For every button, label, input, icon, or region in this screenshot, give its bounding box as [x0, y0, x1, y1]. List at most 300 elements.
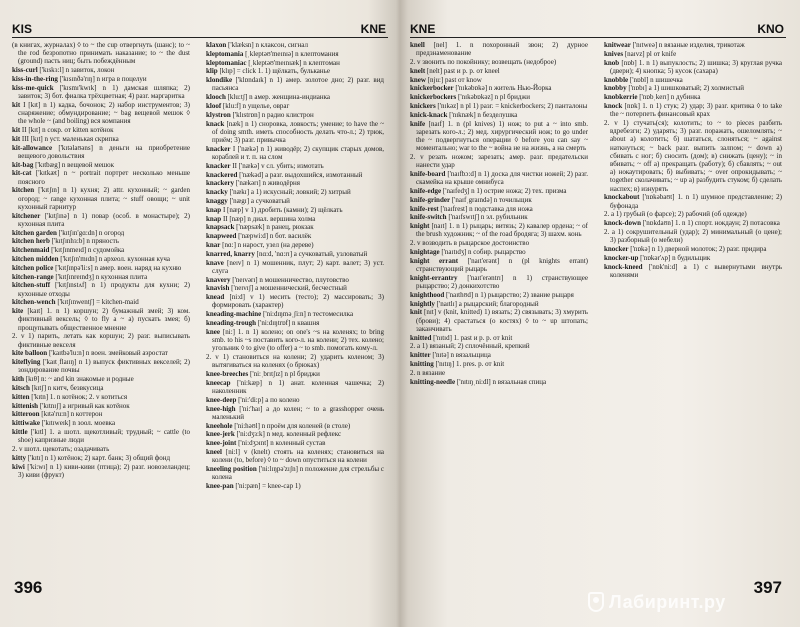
entry-headword: knee-deep — [206, 395, 237, 404]
dictionary-entry — [206, 293, 384, 309]
entry-headword: kitchen — [12, 186, 35, 195]
entry-headword: knife-edge — [410, 186, 442, 195]
dictionary-entry — [12, 273, 190, 281]
entry-definition: 2. a 1) сокрушительный (удар); 2) минимальный (о цене); 3) разборный (о мебели) — [604, 228, 782, 245]
dictionary-entry — [410, 342, 588, 350]
entry-headword: knife — [410, 119, 426, 128]
dictionary-entry — [604, 210, 782, 218]
dictionary-entry — [604, 245, 782, 253]
dictionary-entry — [206, 465, 384, 481]
entry-headword: kiss-me-quick — [12, 83, 54, 92]
dictionary-entry — [12, 84, 190, 100]
dictionary-entry — [410, 170, 588, 186]
dictionary-entry — [604, 228, 782, 244]
entry-headword: knighthood — [410, 290, 445, 299]
entry-definition: ['ni:lɪŋpə'zɪʃn] n положение для стрельбы с колена — [212, 464, 384, 482]
dictionary-entry — [410, 102, 588, 110]
entry-definition: [ni:l] v (knelt) стоять на коленях; становиться на колени (to, before) ◊ to ~ down опуститься на колени — [212, 447, 384, 465]
entry-definition: ['kɪtl] 1. a шотл. щекотливый; трудный; ~ cattle (to shoe) капризные люди — [18, 427, 190, 445]
entry-headword: knife-rest — [410, 204, 439, 213]
entry-definition: ['nɒkdaʊn] 1. n 1) спорт. нокдаун; 2) потасовка — [642, 219, 780, 228]
entry-headword: knightage — [410, 247, 440, 256]
entry-headword: kitsch — [12, 383, 30, 392]
entry-definition: ['kɪtʃɪnhɜ:b] n пряность — [51, 237, 119, 246]
entry-headword: knobby — [604, 84, 627, 93]
entry-headword: klooch — [206, 93, 226, 102]
entry-definition: [klɪp] = click 1. 1) щёлкать, бульканье — [219, 67, 330, 76]
entry-headword: knee-jerk — [206, 430, 235, 439]
dictionary-entry — [410, 120, 588, 153]
entry-definition: ['kɪtʃɪnreɪndʒ] n кухонная плита — [55, 272, 148, 281]
entry-headword: knives — [604, 49, 624, 58]
entry-headword: knelt — [410, 66, 426, 75]
entry-headword: knife-board — [410, 169, 446, 178]
dictionary-entry — [12, 169, 190, 185]
entry-definition: ['naɪfswɪtʃ] n эл. рубильник — [448, 213, 528, 222]
entry-definition: [ˌkleptəʊ'meɪnɪə] n клептомания — [245, 49, 339, 58]
dictionary-entry — [12, 281, 190, 297]
entry-headword: knacky — [206, 188, 228, 197]
entry-headword: knit — [410, 308, 423, 317]
entry-definition: ['kaɪtbə'lu:n] n воен. змейковый аэростат — [48, 349, 168, 358]
entry-headword: kneecap — [206, 378, 231, 387]
dictionary-entry — [206, 328, 384, 353]
entry-definition: 2. v резать ножом; зарезать; амер. разг. предательски нанести удар — [410, 152, 588, 170]
dictionary-entry — [12, 402, 190, 410]
dictionary-entry — [206, 232, 384, 240]
entry-headword: kitchen garden — [12, 228, 57, 237]
entry-headword: kitten — [12, 392, 30, 401]
entry-definition: ['neɪvɪʃ] a мошеннический, бесчестный — [231, 284, 347, 293]
entry-headword: knock-kneed — [604, 262, 643, 271]
dictionary-entry — [410, 58, 588, 66]
entry-definition: ['nɪtweə] n вязаные изделия, трикотаж — [632, 41, 745, 49]
entry-headword: kittle — [12, 427, 28, 436]
entry-definition: [nelt] past и p. p. от kneel — [426, 66, 500, 75]
entry-headword: knocker — [604, 245, 629, 253]
entry-definition: ['nɪtɪŋ] 1. pres. p. от knit — [435, 359, 505, 368]
entry-definition: [kɪθ] n: ~ and kin знакомые и родные — [25, 375, 134, 384]
entry-headword: knaggy — [206, 196, 228, 205]
entry-definition: ['naɪfrest] n подставка для ножа — [440, 204, 533, 213]
entry-definition: [nɑ:d, 'nɑ:rɪ] a сучковатый, узловатый — [256, 249, 368, 258]
entry-headword: kneading-trough — [206, 318, 257, 327]
entry-definition: ['næpsæk] n ранец, рюкзак — [236, 223, 314, 232]
entry-definition: ['klæksn] n клаксон, сигнал — [227, 41, 308, 49]
entry-definition: I ['nækə] n 1) живодёр; 2) скупщик старых домов, кораблей и т. п. на слом — [212, 144, 384, 161]
entry-headword: kit-bag — [12, 160, 34, 169]
dictionary-entry — [12, 75, 190, 83]
entry-headword: knocker-up — [604, 253, 639, 262]
entry-definition: ['kaɪtˌflaɪɪŋ] n 1) выпуск фиктивных векселей; 2) зондирование почвы — [18, 358, 190, 375]
entry-headword: knick-knack — [410, 110, 448, 119]
entry-definition: ['nækərɪ] n живодёрня — [235, 179, 300, 188]
dictionary-entry — [410, 291, 588, 299]
dictionary-entry — [206, 250, 384, 258]
entry-definition: I [kɪt] n 1) кадка, бочонок; 2) набор инструментов; 3) снаряжение; обмундирование; ~ bag вещевой мешок ◊ the whole ~ (and boiling) вся компания — [18, 100, 190, 126]
entry-headword: kitchenmaid — [12, 246, 50, 255]
entry-headword: knee-high — [206, 404, 236, 413]
entry-definition: ['ni:pæn] = knee-cap 1) — [235, 481, 301, 490]
dictionary-entry — [12, 144, 190, 160]
entry-headword: knee — [206, 327, 220, 336]
entry-headword: knife-switch — [410, 213, 447, 222]
dictionary-entry — [206, 197, 384, 205]
dictionary-entry — [206, 67, 384, 75]
dictionary-entry — [206, 111, 384, 119]
dictionary-entry — [12, 454, 190, 462]
entry-headword: knap — [206, 205, 222, 214]
dictionary-entry — [206, 353, 384, 369]
entry-definition: ['ni:həʊl] n проём для коленей (в столе) — [234, 421, 351, 430]
right-column-2 — [604, 41, 782, 577]
entry-headword: klaxon — [206, 41, 227, 49]
dictionary-entry — [206, 259, 384, 275]
left-column-1 — [12, 41, 190, 577]
dictionary-entry — [410, 41, 588, 57]
entry-definition: ['kɪtʃɪnmeɪd] n судомойка — [51, 246, 125, 255]
entry-definition: ['kɪtʃɪnpə'li:s] n амер. воен. наряд на кухню — [55, 263, 182, 272]
dictionary-entry — [206, 482, 384, 490]
entry-headword: knackery — [206, 179, 234, 188]
dictionary-entry — [12, 428, 190, 444]
entry-definition: [nju:] past от know — [427, 75, 482, 84]
entry-definition: ['kɪtbæg] n вещевой мешок — [35, 160, 115, 169]
dictionary-entry — [206, 188, 384, 196]
dictionary-entry — [206, 50, 384, 58]
entry-headword: kith — [12, 375, 25, 384]
entry-headword: kitchen-wench — [12, 298, 56, 307]
entry-definition: ['kɪtʃɪnə] n 1) повар (особ. в монастыре); 2) кухонная плита — [18, 211, 190, 228]
entry-definition: ['ni:kæp] n 1) анат. коленная чашечка; 2) наколенник — [212, 378, 384, 395]
entry-definition: ['kɪtʃɪnwentʃ] = kitchen-maid — [57, 298, 139, 307]
dictionary-entry — [206, 370, 384, 378]
entry-headword: kit — [12, 126, 21, 134]
entry-definition: 2. v звонить по покойнику; возвещать (недоброе) — [410, 58, 557, 66]
dictionary-entry — [206, 171, 384, 179]
entry-definition: ['nɪkəbɒkə] n житель Нью-Йорка — [455, 84, 552, 93]
entry-headword: knapsack — [206, 223, 235, 232]
entry-definition: ['kɪtnɪʃ] a игривый как котёнок — [39, 401, 130, 410]
dictionary-entry — [206, 430, 384, 438]
dictionary-entry — [206, 223, 384, 231]
entry-definition: [nɪt] v (knit, knitted) 1) вязать; 2) связывать; 3) хмурить (брови); 4) срастаться (о костях) ◊ to ~ up штопать; заканчивать — [416, 308, 588, 333]
watermark — [588, 589, 788, 615]
dictionary-entry — [410, 213, 588, 221]
dictionary-entry — [410, 369, 588, 377]
entry-headword: knackered — [206, 170, 238, 179]
entry-definition: [nɑ:] n нарост, узел (на дереве) — [222, 240, 314, 249]
dictionary-entry — [604, 102, 782, 118]
dictionary-entry — [12, 161, 190, 169]
dictionary-entry — [12, 126, 190, 134]
dictionary-entry — [12, 212, 190, 228]
dictionary-entry — [604, 84, 782, 92]
dictionary-entry — [604, 50, 782, 58]
entry-definition: ['kɪsɪnðə'rɪŋ] n игра в поцелуи — [59, 75, 147, 83]
entry-definition: ['nɪtɪd] 1. past и p. p. от knit — [433, 333, 513, 342]
entry-definition: ['kɪtʃɪnstʌf] n 1) продукты для кухни; 2) кухонные отходы — [18, 281, 190, 298]
entry-definition: ['neɪvərɪ] n мошенничество, плутовство — [232, 275, 349, 284]
entry-headword: kleptomaniac — [206, 58, 247, 67]
entry-definition: ['naɪfedʒ] n 1) острие ножа; 2) тех. призма — [442, 186, 567, 195]
entry-definition: 2. v 1) становиться на колени; 2) ударить коленом; 3) вытягиваться на коленях (о брюках) — [206, 352, 384, 370]
entry-definition: ['kɪskɜ:l] n завиток, локон — [39, 66, 115, 75]
dictionary-entry — [12, 463, 190, 479]
entry-definition: ['nɒkəbaʊt] 1. n 1) шумное представление; 2) буфонада — [610, 193, 782, 210]
dictionary-entry — [12, 375, 190, 383]
entry-headword: knapweed — [206, 232, 237, 241]
dictionary-entry — [12, 186, 190, 211]
dictionary-entry — [206, 76, 384, 92]
entry-definition: [kɪtə'ru:n] n коттерон — [41, 410, 103, 419]
right-page — [406, 0, 790, 627]
entry-headword: kittiwake — [12, 419, 40, 428]
entry-headword: knightly — [410, 299, 435, 308]
entry-definition: [klu:f] n ущелье, овраг — [222, 101, 290, 110]
dictionary-entry — [410, 308, 588, 333]
entry-headword: knitwear — [604, 41, 631, 49]
entry-definition: ['nɒbɪ] a 1) шишковатый; 2) холмистый — [628, 84, 744, 93]
entry-definition: ['naɪfbɔ:d] n 1) доска для чистки ножей; 2) разг. скамейка на крыше омнибуса — [416, 169, 588, 187]
dictionary-entry — [604, 193, 782, 209]
dictionary-entry — [206, 145, 384, 161]
entry-definition: [nɒk] 1. n 1) стук; 2) удар; 3) разг. критика ◊ to take the ~ потерпеть финансовый крах — [610, 101, 782, 119]
dictionary-entry — [206, 59, 384, 67]
entry-definition: [kaɪt] 1. n 1) коршун; 2) бумажный змей; 3) ком. фиктивный вексель; ◊ to fly a ~ a) пускать змея; б) прощупывать общественное мнение — [18, 307, 190, 332]
entry-definition: 2. n вязание — [410, 368, 446, 377]
entry-headword: knell — [410, 41, 425, 49]
entry-headword: kitchener — [12, 211, 41, 220]
entry-headword: kitteroon — [12, 410, 40, 419]
right-page-number: 397 — [753, 578, 782, 597]
entry-definition: ['ni:dɪŋməˌʃi:n] n тестомесилка — [262, 310, 354, 319]
entry-headword: knacker — [206, 161, 231, 170]
entry-headword: knight errant — [410, 256, 459, 265]
entry-definition: ['ni:'di:p] a по колено — [238, 395, 300, 404]
dictionary-entry — [12, 41, 190, 66]
entry-headword: knob — [604, 58, 620, 67]
entry-headword: klondike — [206, 76, 233, 85]
entry-definition: ['kɪtkæt] n ~ portrait портрет несколько меньше поясного — [18, 169, 190, 186]
entry-headword: kitchen midden — [12, 254, 59, 263]
right-running-head-end: KNO — [757, 22, 784, 36]
dictionary-entry — [206, 93, 384, 101]
entry-definition: ['nækəd] a разг. выдохшийся, измотанный — [239, 170, 363, 179]
entry-definition: ['kɪtʃɪn'mɪdn] n археол. кухонная куча — [60, 254, 170, 263]
entry-headword: knobkerrie — [604, 93, 638, 102]
right-running-head-start: KNE — [410, 22, 436, 36]
entry-definition: ['nɒbl] n шишечка — [629, 75, 683, 84]
left-head-rule — [12, 37, 388, 38]
entry-headword: klystron — [206, 110, 231, 119]
left-running-head-end: KNE — [360, 22, 386, 36]
left-page-number: 396 — [14, 578, 43, 597]
dictionary-entry — [604, 119, 782, 193]
entry-definition: ['nɪkəz] n pl 1) разг. = knickerbockers; 2) панталоны — [437, 101, 588, 110]
entry-headword: knickerbockers — [410, 93, 457, 102]
dictionary-entry — [410, 378, 588, 386]
entry-headword: knee-pan — [206, 481, 234, 490]
entry-headword: knitted — [410, 333, 432, 342]
entry-definition: I [næp] v 1) дробить (камни); 2) щёлкать — [222, 205, 343, 214]
dictionary-entry — [12, 135, 190, 143]
entry-definition: 2. v 1) стучать(ся); колотить; to ~ to pieces разбить вдребезги; 2) ударять; 3) разг. поражать, ошеломлять; ~ about a) колотить; б) шататься, слоняться; ~ against наткнуться; ~ back разг. выпить залпом; ~ down a) сбивать с ног; б) сносить (дом); в) снижать (цену); ~ in вбивать; ~ off a) прекращать (работу); б) сбавлять; ~ out a) нокаутировать; б) выбивать; ~ over опрокидывать; ~ together сколачивать; ~ up a) разбудить стуком; б) сделать наспех; в) изнурять — [604, 118, 782, 193]
entry-definition: ['nɪtə] n вязальщица — [432, 351, 491, 360]
entry-headword: knitting — [410, 359, 434, 368]
dictionary-entry — [410, 334, 588, 342]
entry-definition: 2. a 1) вязаный; 2) сплочённый, крепкий — [410, 342, 530, 351]
dictionary-entry — [12, 246, 190, 254]
dictionary-entry — [12, 307, 190, 332]
dictionary-entry — [604, 263, 782, 279]
entry-definition: ['næpwi:d] n бот. василёк — [238, 232, 312, 241]
entry-headword: knitting-needle — [410, 377, 456, 386]
entry-definition: ['ni:dɪŋtrɒf] n квашня — [257, 318, 320, 327]
entry-headword: knap — [206, 214, 222, 223]
entry-headword: knee-joint — [206, 439, 237, 448]
entry-headword: knock — [604, 101, 623, 110]
dictionary-entry — [410, 351, 588, 359]
entry-headword: knavery — [206, 275, 231, 284]
entry-headword: knavish — [206, 284, 230, 293]
entry-definition: [naɪt] 1. n 1) рыцарь; витязь; 2) кавалер ордена; ~ of the brush художник; ~ of the road бродяга; 3) шахм. конь — [416, 222, 588, 239]
dictionary-entry — [12, 264, 190, 272]
dictionary-entry — [604, 41, 782, 49]
dictionary-entry — [12, 393, 190, 401]
entry-headword: kneading-machine — [206, 310, 262, 319]
dictionary-entry — [12, 255, 190, 263]
entry-definition: ['naɪt'erənt] n (pl knights errant) странствующий рыцарь — [416, 256, 588, 273]
entry-definition: [næk] n 1) сноровка, ловкость; умение; to have the ~ of doing smth. иметь способность делать что-л.; 2) трюк, приём; 3) разг. привычка — [212, 119, 384, 144]
entry-definition: ['ni:ˌbrɪtʃɪz] n pl бриджи — [250, 369, 320, 378]
entry-definition: [neɪv] n 1) мошенник, плут; 2) карт. валет; 3) уст. слуга — [212, 258, 384, 275]
entry-headword: kneehole — [206, 421, 233, 430]
entry-definition: II [næp] n диал. вершина холма — [222, 214, 316, 223]
dictionary-entry — [206, 276, 384, 284]
dictionary-entry — [206, 284, 384, 292]
dictionary-entry — [410, 205, 588, 213]
entry-headword: kiwi — [12, 462, 25, 471]
entry-definition: ['nɒbˌkerɪ] n дубинка — [639, 93, 701, 102]
entry-definition: ['nækɪ] a 1) искусный; ловкий; 2) хитрый — [229, 188, 351, 197]
entry-definition: II ['nækə] v сл. убить; измотать — [232, 161, 324, 170]
entry-definition: ['nɒkə] n 1) дверной молоток; 2) разг. придира — [630, 245, 767, 253]
dictionary-entry — [604, 59, 782, 75]
entry-headword: kit-allowance — [12, 143, 53, 152]
entry-headword: knobble — [604, 75, 629, 84]
dictionary-entry — [604, 93, 782, 101]
entry-definition: 2. v возводить в рыцарское достоинство — [410, 239, 530, 248]
entry-headword: knarred, knarry — [206, 249, 255, 258]
dictionary-entry — [410, 111, 588, 119]
entry-definition: [ˌkleptəʊ'meɪnɪæk] n клептоман — [248, 58, 340, 67]
dictionary-entry — [12, 384, 190, 392]
dictionary-entry — [12, 237, 190, 245]
dictionary-entry — [12, 445, 190, 453]
entry-definition: ['nɪknæk] n безделушка — [449, 110, 518, 119]
entry-definition: 2. a 1) грубый (о фарсе); 2) рабочий (об одежде) — [604, 210, 747, 219]
entry-definition: ['ni:'haɪ] a до колен; ~ to a grasshopper очень маленький — [212, 404, 384, 421]
entry-headword: kit — [12, 100, 21, 109]
dictionary-entry — [206, 179, 384, 187]
entry-headword: kite balloon — [12, 349, 48, 358]
dictionary-entry — [206, 102, 384, 110]
entry-headword: knacker — [206, 144, 231, 153]
entry-headword: kitchen-range — [12, 272, 54, 281]
entry-definition: ['nɒk'ni:d] a 1) с вывернутыми внутрь коленями — [610, 262, 782, 279]
dictionary-entry — [12, 358, 190, 374]
dictionary-entry — [12, 410, 190, 418]
dictionary-entry — [206, 379, 384, 395]
dictionary-entry — [206, 405, 384, 421]
entry-definition: 2. v 1) парить, летать как коршун; 2) разг. выписывать фиктивные векселя — [12, 332, 190, 349]
entry-headword: knee-breeches — [206, 369, 249, 378]
entry-headword: knave — [206, 258, 224, 267]
dictionary-entry — [206, 422, 384, 430]
dictionary-entry — [206, 120, 384, 145]
entry-definition: [kɪtʃ] n китч, безвкусица — [31, 383, 104, 392]
left-page — [8, 0, 392, 627]
entry-definition: ['nɒkər'ʌp] n будильщик — [640, 253, 711, 262]
entry-headword: knew — [410, 75, 426, 84]
entry-headword: knitter — [410, 351, 431, 360]
labirint-logo-icon — [588, 592, 604, 612]
dictionary-entry — [410, 239, 588, 247]
left-running-head-start: KIS — [12, 22, 33, 36]
entry-headword: kiss-curl — [12, 66, 38, 75]
dictionary-entry — [410, 187, 588, 195]
entry-definition: ['kɪtəlaʊəns] n деньги на приобретение вещевого довольствия — [18, 143, 190, 160]
entry-definition: ['kɪtn] 1. n котёнок; 2. v котиться — [31, 392, 128, 401]
dictionary-entry — [410, 84, 588, 92]
entry-headword: kleptomania — [206, 49, 244, 58]
dictionary-entry — [604, 219, 782, 227]
entry-headword: klip — [206, 67, 218, 76]
dictionary-entry — [604, 76, 782, 84]
dictionary-entry — [410, 153, 588, 169]
dictionary-entry — [206, 439, 384, 447]
dictionary-entry — [206, 241, 384, 249]
entry-headword: kneeling position — [206, 464, 257, 473]
entry-definition: (в книгах, журналах) ◊ to ~ the cup отвергнуть (шанс); to ~ the rod безропотно принимать наказание; to ~ the dust (ground) пасть ниц; быть побеждённым — [12, 41, 190, 66]
entry-headword: knife-grinder — [410, 195, 451, 204]
dictionary-entry — [410, 67, 588, 75]
entry-headword: kit — [12, 134, 21, 143]
entry-definition: ['naɪtɪdʒ] n собир. рыцарство — [441, 247, 526, 256]
entry-definition: ['naɪtlɪ] a рыцарский; благородный — [436, 299, 539, 308]
dictionary-entry — [206, 162, 384, 170]
dictionary-entry — [12, 349, 190, 357]
entry-definition: [ni:] 1. n 1) колено; on one's ~s на коленях; to bring smb. to his ~s поставить кого-л. на колени; 2) тех. колено; угольник ◊ to give (to offer) a ~ to smb. помогать кому-л. — [212, 327, 384, 353]
entry-definition: ['naɪt'erəntrɪ] n 1) странствующее рыцарство; 2) донкихотство — [416, 273, 588, 290]
dictionary-entry — [206, 310, 384, 318]
entry-headword: knock-down — [604, 219, 641, 228]
dictionary-entry — [410, 76, 588, 84]
entry-definition: ['kɪsmɪ'kwɪk] n 1) дамская шляпка; 2) завиток; 3) бот. фиалка трёхцветная; 4) разг. маргаритка — [18, 83, 190, 100]
entry-definition: ['nɪkəbɒkəz] n pl бриджи — [458, 93, 531, 102]
entry-definition: ['kɪtɪweɪk] n зоол. моевка — [41, 419, 116, 428]
dictionary-entry — [12, 66, 190, 74]
dictionary-entry — [12, 332, 190, 348]
entry-headword: kitchen-stuff — [12, 281, 51, 290]
entry-headword: knead — [206, 293, 225, 302]
dictionary-entry — [12, 298, 190, 306]
entry-definition: ['ni:dʒɜ:k] n мед. коленный рефлекс — [236, 430, 342, 439]
entry-headword: kitty — [12, 453, 26, 462]
entry-headword: kite — [12, 307, 24, 316]
entry-definition: [klu:tʃ] n амер. женщина-индианка — [227, 93, 331, 102]
